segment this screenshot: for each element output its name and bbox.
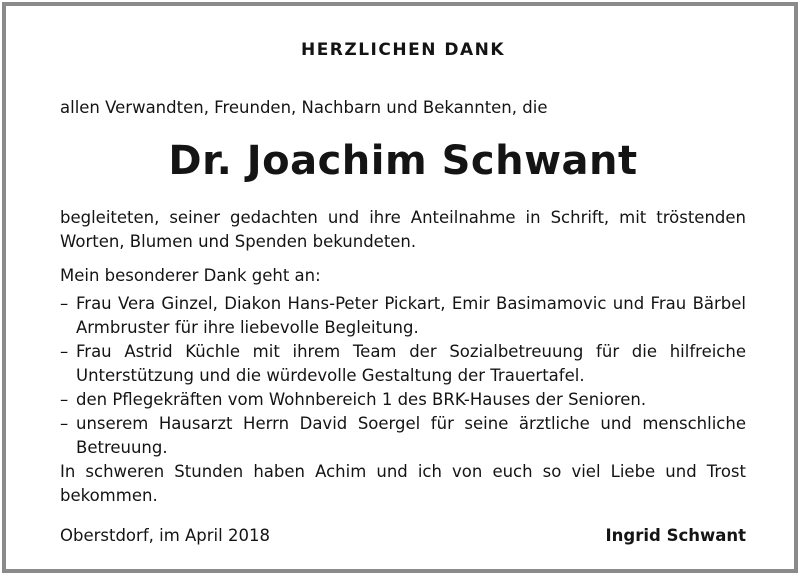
deceased-name: Dr. Joachim Schwant <box>168 138 638 184</box>
list-item <box>60 340 746 388</box>
list-item <box>60 292 746 340</box>
list-dash: – <box>60 294 69 313</box>
list-item-text: Frau Astrid Küchle mit ihrem Team der Sozialbetreuung für die hilfreiche Unterstützung und die würdevolle Gestaltung der Trauertafel. <box>76 342 746 385</box>
thanks-intro: Mein besonderer Dank geht an: <box>60 266 321 285</box>
list-item-text: den Pflegekräften vom Wohnbereich 1 des BRK-Hauses der Senioren. <box>76 390 647 409</box>
list-item-text: unserem Hausarzt Herrn David Soergel für seine ärztliche und menschliche Betreuung. <box>76 414 746 457</box>
thanks-list <box>60 292 746 460</box>
list-dash: – <box>60 342 69 361</box>
notice-heading: HERZLICHEN DANK <box>300 40 506 60</box>
acknowledgement-paragraph: begleiteten, seiner gedachten und ihre Anteilnahme in Schrift, mit tröstenden Worten, Blumen und Spenden bekundeten. <box>60 208 746 251</box>
list-dash: – <box>60 390 69 409</box>
signature: Ingrid Schwant <box>605 526 746 545</box>
closing-paragraph: In schweren Stunden haben Achim und ich von euch so viel Liebe und Trost bekommen. <box>60 462 746 505</box>
notice-content <box>60 6 746 569</box>
list-item <box>60 388 746 412</box>
notice-frame <box>2 2 798 573</box>
list-item-text: Frau Vera Ginzel, Diakon Hans-Peter Pickart, Emir Basimamovic und Frau Bärbel Armbruster für ihre liebevolle Begleitung. <box>76 294 746 337</box>
list-item <box>60 412 746 460</box>
intro-line: allen Verwandten, Freunden, Nachbarn und Bekannten, die <box>60 98 548 117</box>
list-dash: – <box>60 414 69 433</box>
place-date: Oberstdorf, im April 2018 <box>60 526 270 545</box>
